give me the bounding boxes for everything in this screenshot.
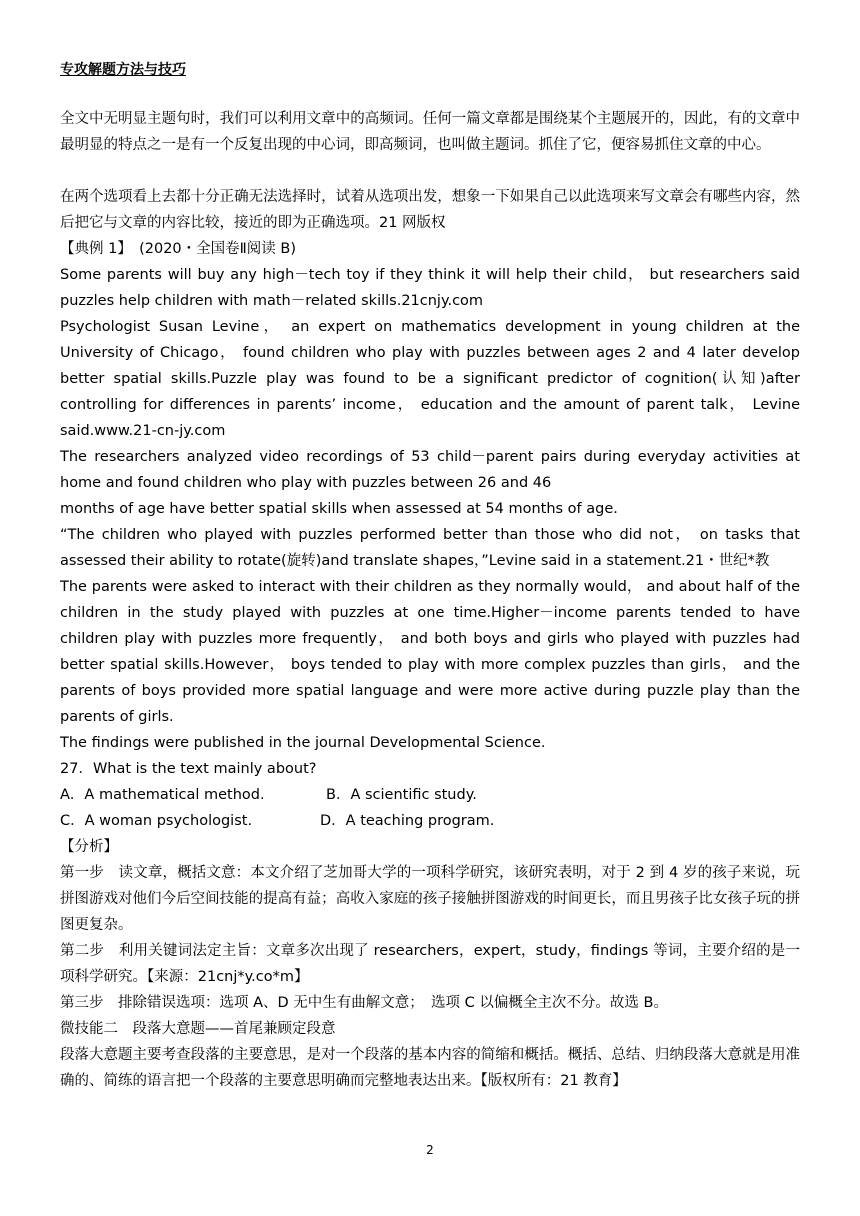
analysis-step-2: 第二步 利用关键词法定主旨：文章多次出现了 researchers，expert，study，findings 等词，主要介绍的是一项科学研究。【来源：21cnj*y.co*m】 <box>60 943 800 985</box>
example-title: 【典例 1】 (2020・全国卷Ⅱ阅读 B) <box>60 241 296 257</box>
page-number: 2 <box>426 1143 434 1157</box>
option-b: B．A scientific study. <box>326 787 477 803</box>
document-body <box>60 106 800 1094</box>
passage-paragraph-1: Some parents will buy any high－tech toy if they think it will help their child， but researchers said puzzles help children with math－related skills.21cnjy.com <box>60 267 800 309</box>
options-row-2 <box>60 808 800 834</box>
analysis-step-1: 第一步 读文章，概括文意：本文介绍了芝加哥大学的一项科学研究，该研究表明，对于 2 到 4 岁的孩子来说，玩拼图游戏对他们今后空间技能的提高有益；高收入家庭的孩子接触拼图游戏的时间更长，而且男孩子比女孩子玩的拼图更复杂。 <box>60 865 800 933</box>
passage-paragraph-4: months of age have better spatial skills when assessed at 54 months of age. <box>60 501 618 517</box>
passage-paragraph-3: The researchers analyzed video recordings of 53 child－parent pairs during everyday activities at home and found children who play with puzzles between 26 and 46 <box>60 449 800 491</box>
passage-paragraph-2: Psychologist Susan Levine， an expert on mathematics development in young children at the University of Chicago， found children who play with puzzles between ages 2 and 4 later develop better spatial skills.Puzzle play was found to be a significant predictor of cognition(认知)after controlling for differences in parents’ income， education and the amount of parent talk， Levine said.www.21-cn-jy.com <box>60 319 800 439</box>
analysis-step-3: 第三步 排除错误选项：选项 A、D 无中生有曲解文意； 选项 C 以偏概全主次不分。故选 B。 <box>60 995 668 1011</box>
skill-title: 微技能二 段落大意题——首尾兼顾定段意 <box>60 1021 336 1037</box>
option-a: A．A mathematical method. <box>60 787 265 803</box>
passage-paragraph-5: “The children who played with puzzles performed better than those who did not， on tasks that assessed their ability to rotate(旋转)and translate shapes，”Levine said in a statement.21・世纪*教 <box>60 527 800 569</box>
section-heading: 专攻解题方法与技巧 <box>60 62 186 78</box>
passage-paragraph-6: The parents were asked to interact with their children as they normally would， and about half of the children in the study played with puzzles at one time.Higher－income parents tended to have children play with puzzles more frequently， and both boys and girls who played with puzzles had better spatial skills.However， boys tended to play with more complex puzzles than girls， and the parents of boys provided more spatial language and were more active during puzzle play than the parents of girls. <box>60 579 800 725</box>
skill-paragraph: 段落大意题主要考查段落的主要意思，是对一个段落的基本内容的简缩和概括。概括、总结、归纳段落大意就是用准确的、简练的语言把一个段落的主要意思明确而完整地表达出来。【版权所有：21 教育】 <box>60 1047 800 1089</box>
option-c: C．A woman psychologist. <box>60 813 253 829</box>
paragraph-gap <box>60 158 800 184</box>
intro-paragraph-1: 全文中无明显主题句时，我们可以利用文章中的高频词。任何一篇文章都是围绕某个主题展开的，因此，有的文章中最明显的特点之一是有一个反复出现的中心词，即高频词，也叫做主题词。抓住了它，便容易抓住文章的中心。 <box>60 111 800 153</box>
passage-paragraph-7: The findings were published in the journal Developmental Science. <box>60 735 546 751</box>
analysis-title: 【分析】 <box>60 839 118 855</box>
intro-paragraph-2: 在两个选项看上去都十分正确无法选择时，试着从选项出发，想象一下如果自己以此选项来写文章会有哪些内容，然后把它与文章的内容比较，接近的即为正确选项。21 网版权 <box>60 189 800 231</box>
options-row-1 <box>60 782 800 808</box>
question-text: 27．What is the text mainly about? <box>60 761 317 777</box>
option-d: D．A teaching program. <box>320 813 495 829</box>
